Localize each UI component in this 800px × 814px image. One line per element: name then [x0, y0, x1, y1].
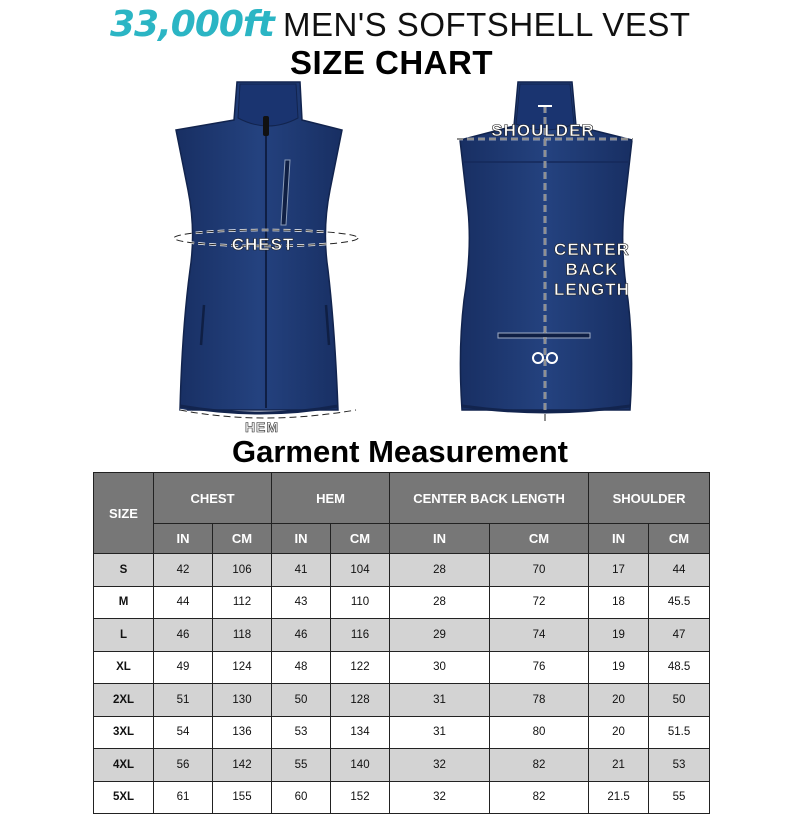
measurement-cell: 60 [272, 781, 331, 814]
measurement-cell: 51 [154, 684, 213, 717]
measurement-cell: 51.5 [649, 716, 710, 749]
measurement-cell: 20 [589, 684, 649, 717]
shoulder-label: SHOULDER [491, 121, 595, 140]
garment-measurement-heading: Garment Measurement [232, 434, 568, 469]
measurement-cell: 128 [331, 684, 390, 717]
measurement-cell: 46 [272, 619, 331, 652]
size-cell: 3XL [94, 716, 154, 749]
measurement-cell: 155 [213, 781, 272, 814]
center-back-group-header: CENTER BACK LENGTH [390, 473, 589, 524]
table-row [94, 749, 710, 782]
table-row [94, 781, 710, 814]
size-cell: 2XL [94, 684, 154, 717]
measurement-cell: 20 [589, 716, 649, 749]
center-back-label-line3: LENGTH [554, 280, 630, 299]
measurement-cell: 32 [390, 781, 490, 814]
measurement-cell: 118 [213, 619, 272, 652]
measurement-cell: 29 [390, 619, 490, 652]
measurement-cell: 44 [649, 554, 710, 587]
measurement-cell: 46 [154, 619, 213, 652]
size-cell: 5XL [94, 781, 154, 814]
table-row [94, 716, 710, 749]
measurement-cell: 41 [272, 554, 331, 587]
measurement-cell: 17 [589, 554, 649, 587]
unit-header: IN [272, 524, 331, 554]
measurement-cell: 45.5 [649, 586, 710, 619]
hem-group-header: HEM [272, 473, 390, 524]
measurement-cell: 44 [154, 586, 213, 619]
measurement-cell: 47 [649, 619, 710, 652]
measurement-cell: 72 [490, 586, 589, 619]
measurement-cell: 21 [589, 749, 649, 782]
measurement-cell: 106 [213, 554, 272, 587]
table-row [94, 619, 710, 652]
measurement-cell: 42 [154, 554, 213, 587]
measurement-cell: 78 [490, 684, 589, 717]
measurement-cell: 55 [272, 749, 331, 782]
measurement-cell: 49 [154, 651, 213, 684]
measurement-cell: 19 [589, 619, 649, 652]
table-row [94, 586, 710, 619]
measurement-cell: 56 [154, 749, 213, 782]
size-table [93, 472, 710, 814]
unit-header: IN [589, 524, 649, 554]
measurement-cell: 152 [331, 781, 390, 814]
table-row [94, 684, 710, 717]
chest-group-header: CHEST [154, 473, 272, 524]
measurement-cell: 50 [272, 684, 331, 717]
size-column-header: SIZE [94, 473, 154, 554]
measurement-cell: 18 [589, 586, 649, 619]
measurement-cell: 31 [390, 684, 490, 717]
measurement-cell: 82 [490, 781, 589, 814]
size-cell: XL [94, 651, 154, 684]
measurement-cell: 140 [331, 749, 390, 782]
brand-logo: 33,000ft [110, 4, 274, 45]
size-cell: L [94, 619, 154, 652]
size-cell: S [94, 554, 154, 587]
measurement-cell: 53 [272, 716, 331, 749]
unit-header: CM [213, 524, 272, 554]
measurement-cell: 43 [272, 586, 331, 619]
unit-header: CM [649, 524, 710, 554]
measurement-cell: 136 [213, 716, 272, 749]
measurement-cell: 124 [213, 651, 272, 684]
unit-header: IN [390, 524, 490, 554]
measurement-cell: 110 [331, 586, 390, 619]
size-table-body [94, 554, 710, 814]
unit-header: CM [331, 524, 390, 554]
measurement-cell: 55 [649, 781, 710, 814]
measurement-cell: 32 [390, 749, 490, 782]
measurement-cell: 48 [272, 651, 331, 684]
size-chart-title: SIZE CHART [290, 44, 493, 81]
measurement-cell: 74 [490, 619, 589, 652]
measurement-cell: 76 [490, 651, 589, 684]
measurement-cell: 28 [390, 554, 490, 587]
measurement-cell: 80 [490, 716, 589, 749]
measurement-cell: 104 [331, 554, 390, 587]
measurement-cell: 82 [490, 749, 589, 782]
size-cell: 4XL [94, 749, 154, 782]
measurement-cell: 53 [649, 749, 710, 782]
measurement-cell: 134 [331, 716, 390, 749]
measurement-cell: 48.5 [649, 651, 710, 684]
measurement-cell: 112 [213, 586, 272, 619]
measurement-cell: 61 [154, 781, 213, 814]
center-back-label-line1: CENTER [554, 240, 630, 259]
product-title: MEN'S SOFTSHELL VEST [283, 6, 691, 43]
measurement-cell: 116 [331, 619, 390, 652]
center-back-label-line2: BACK [565, 260, 619, 279]
shoulder-group-header: SHOULDER [589, 473, 710, 524]
size-cell: M [94, 586, 154, 619]
measurement-cell: 21.5 [589, 781, 649, 814]
measurement-cell: 70 [490, 554, 589, 587]
chest-label: CHEST [231, 235, 295, 254]
measurement-cell: 31 [390, 716, 490, 749]
hem-label: HEM [244, 419, 280, 435]
measurement-cell: 54 [154, 716, 213, 749]
measurement-cell: 142 [213, 749, 272, 782]
measurement-cell: 19 [589, 651, 649, 684]
measurement-cell: 30 [390, 651, 490, 684]
unit-header: CM [490, 524, 589, 554]
table-row [94, 554, 710, 587]
table-row [94, 651, 710, 684]
measurement-cell: 122 [331, 651, 390, 684]
measurement-cell: 130 [213, 684, 272, 717]
unit-header: IN [154, 524, 213, 554]
measurement-cell: 50 [649, 684, 710, 717]
measurement-cell: 28 [390, 586, 490, 619]
